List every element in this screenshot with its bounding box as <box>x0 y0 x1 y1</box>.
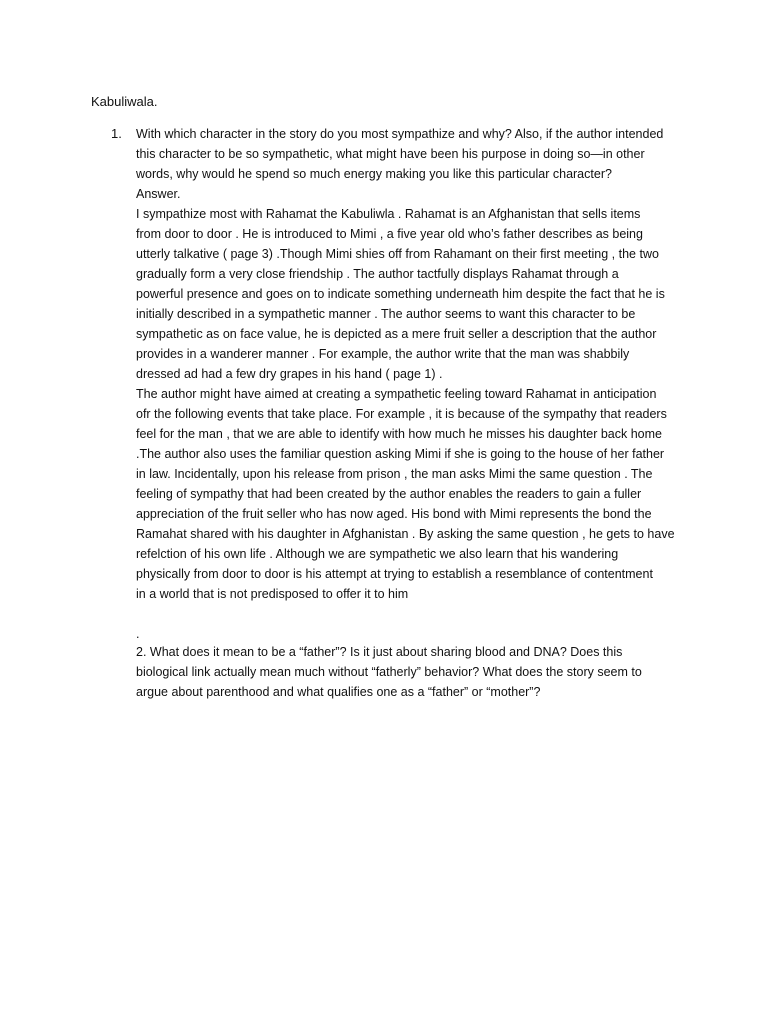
question2-line: 2. What does it mean to be a “father”? Is it just about sharing blood and DNA? Does this <box>136 645 623 659</box>
question1-line: With which character in the story do you most sympathize and why? Also, if the author intended <box>136 127 664 141</box>
answer-line: The author might have aimed at creating a sympathetic feeling toward Rahamat in anticipation <box>136 387 657 401</box>
answer-line: gradually form a very close friendship . The author tactfully displays Rahamat through a <box>136 267 619 281</box>
answer-line: powerful presence and goes on to indicate something underneath him despite the fact that he is <box>136 287 665 301</box>
answer-paragraph-1 <box>136 204 691 384</box>
answer-line: sympathetic as on face value, he is depicted as a mere fruit seller a description that the author <box>136 327 657 341</box>
question2-line: biological link actually mean much without “fatherly” behavior? What does the story seem to <box>136 665 642 679</box>
answer-line: ofr the following events that take place. For example , it is because of the sympathy that readers <box>136 407 667 421</box>
question1-text <box>136 124 691 184</box>
question1-line: this character to be so sympathetic, what might have been his purpose in doing so—in other <box>136 147 645 161</box>
answer-line: utterly talkative ( page 3) .Though Mimi shies off from Rahamant on their first meeting , the two <box>136 247 659 261</box>
answer-line: feeling of sympathy that had been created by the author enables the readers to gain a fuller <box>136 487 642 501</box>
answer-line: Ramahat shared with his daughter in Afghanistan . By asking the same question , he gets to have <box>136 527 675 541</box>
question2-text <box>136 642 691 702</box>
separator-dot: . <box>136 627 140 641</box>
answer-line: in law. Incidentally, upon his release from prison , the man asks Mimi the same question . The <box>136 467 653 481</box>
document-title: Kabuliwala. <box>91 94 158 109</box>
answer-label: Answer. <box>136 187 181 201</box>
answer-line: provides in a wanderer manner . For example, the author write that the man was shabbily <box>136 347 630 361</box>
answer-line: dressed ad had a few dry grapes in his hand ( page 1) . <box>136 367 443 381</box>
question1-line: words, why would he spend so much energy making you like this particular character? <box>136 167 612 181</box>
answer-line: physically from door to door is his attempt at trying to establish a resemblance of contentment <box>136 567 653 581</box>
answer-line: from door to door . He is introduced to Mimi , a five year old who’s father describes as being <box>136 227 643 241</box>
answer-line: refelction of his own life . Although we are sympathetic we also learn that his wandering <box>136 547 619 561</box>
answer-line: .The author also uses the familiar question asking Mimi if she is going to the house of her father <box>136 447 665 461</box>
answer-line: in a world that is not predisposed to offer it to him <box>136 587 409 601</box>
answer-line: initially described in a sympathetic manner . The author seems to want this character to be <box>136 307 636 321</box>
answer-line: I sympathize most with Rahamat the Kabuliwla . Rahamat is an Afghanistan that sells items <box>136 207 641 221</box>
question1-number: 1. <box>111 126 122 141</box>
answer-line: feel for the man , that we are able to identify with how much he misses his daughter back home <box>136 427 662 441</box>
question2-line: argue about parenthood and what qualifies one as a “father” or “mother”? <box>136 685 541 699</box>
answer-line: appreciation of the fruit seller who has now aged. His bond with Mimi represents the bond the <box>136 507 652 521</box>
answer-paragraph-2 <box>136 384 691 604</box>
